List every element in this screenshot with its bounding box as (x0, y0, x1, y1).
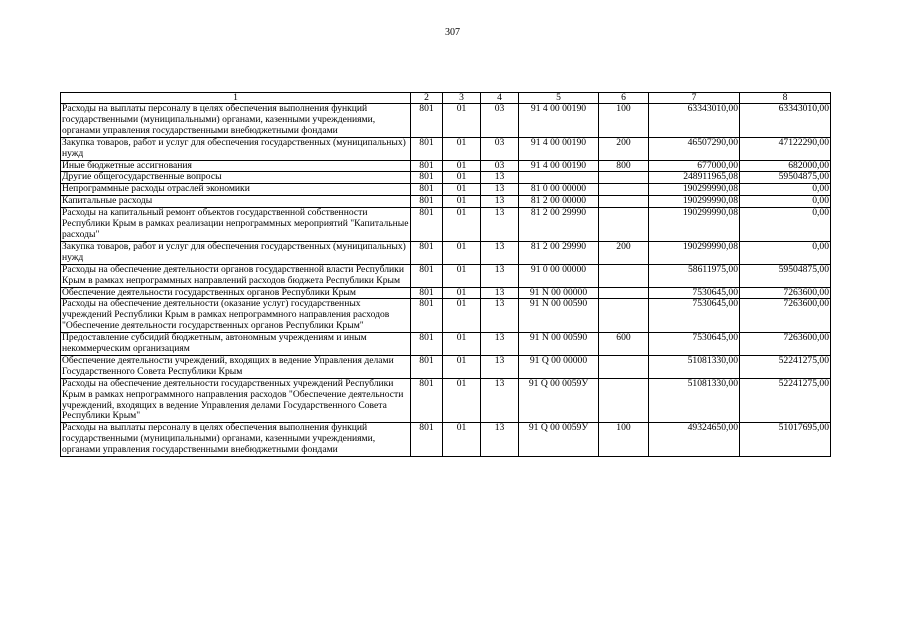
row-ministry-code: 801 (411, 160, 443, 172)
row-ministry-code: 801 (411, 104, 443, 138)
row-section-code: 01 (443, 241, 481, 264)
column-header: 3 (443, 93, 481, 104)
row-section-code: 01 (443, 104, 481, 138)
table-row (61, 172, 831, 184)
row-amount-col7: 63343010,00 (649, 104, 740, 138)
row-subsection-code: 13 (481, 423, 519, 457)
row-description: Предоставление субсидий бюджетным, автономным учреждениям и иным некоммерческим организациям (61, 333, 411, 356)
row-description: Обеспечение деятельности учреждений, входящих в ведение Управления делами Государственного Совета Республики Крым (61, 355, 411, 378)
column-header: 8 (740, 93, 831, 104)
table-row (61, 378, 831, 423)
row-description: Другие общегосударственные вопросы (61, 172, 411, 184)
row-amount-col8: 63343010,00 (740, 104, 831, 138)
row-section-code: 01 (443, 196, 481, 208)
row-target-article: 81 2 00 29990 (519, 208, 599, 242)
row-description: Расходы на выплаты персоналу в целях обеспечения выполнения функций государственными (муниципальными) органами, казенными учреждениями, органами управления государственными внебюджетными фондами (61, 423, 411, 457)
row-target-article: 91 0 00 00000 (519, 264, 599, 287)
row-amount-col8: 7263600,00 (740, 287, 831, 299)
row-subsection-code: 03 (481, 160, 519, 172)
row-target-article: 91 4 00 00190 (519, 104, 599, 138)
row-ministry-code: 801 (411, 137, 443, 160)
row-section-code: 01 (443, 137, 481, 160)
table-row (61, 196, 831, 208)
row-target-article: 91 4 00 00190 (519, 160, 599, 172)
row-target-article: 91 Q 00 0059У (519, 423, 599, 457)
row-amount-col7: 190299990,08 (649, 208, 740, 242)
row-amount-col7: 248911965,08 (649, 172, 740, 184)
row-description: Обеспечение деятельности государственных органов Республики Крым (61, 287, 411, 299)
row-section-code: 01 (443, 333, 481, 356)
row-target-article: 91 N 00 00000 (519, 287, 599, 299)
row-amount-col8: 0,00 (740, 208, 831, 242)
row-amount-col8: 682000,00 (740, 160, 831, 172)
row-ministry-code: 801 (411, 196, 443, 208)
row-amount-col8: 7263600,00 (740, 333, 831, 356)
row-amount-col8: 0,00 (740, 241, 831, 264)
row-target-article: 81 0 00 00000 (519, 184, 599, 196)
row-section-code: 01 (443, 208, 481, 242)
row-expense-type (599, 264, 649, 287)
row-expense-type (599, 208, 649, 242)
row-amount-col7: 58611975,00 (649, 264, 740, 287)
row-subsection-code: 13 (481, 378, 519, 423)
row-amount-col8: 51017695,00 (740, 423, 831, 457)
row-expense-type (599, 378, 649, 423)
row-amount-col7: 7530645,00 (649, 333, 740, 356)
row-ministry-code: 801 (411, 378, 443, 423)
column-header: 5 (519, 93, 599, 104)
row-amount-col7: 7530645,00 (649, 287, 740, 299)
row-description: Расходы на обеспечение деятельности (оказание услуг) государственных учреждений Республики Крым в рамках непрограммного направления расходов "Обеспечение деятельности государственных органов Республики Крым" (61, 299, 411, 333)
row-description: Расходы на выплаты персоналу в целях обеспечения выполнения функций государственными (муниципальными) органами, казенными учреждениями, органами управления государственными внебюджетными фондами (61, 104, 411, 138)
row-expense-type (599, 184, 649, 196)
row-amount-col8: 52241275,00 (740, 378, 831, 423)
row-section-code: 01 (443, 423, 481, 457)
row-amount-col7: 190299990,08 (649, 241, 740, 264)
row-amount-col8: 0,00 (740, 196, 831, 208)
row-subsection-code: 13 (481, 355, 519, 378)
row-target-article: 81 2 00 29990 (519, 241, 599, 264)
table-row (61, 184, 831, 196)
row-subsection-code: 03 (481, 137, 519, 160)
row-expense-type (599, 287, 649, 299)
row-target-article (519, 172, 599, 184)
table-row (61, 299, 831, 333)
table-row (61, 333, 831, 356)
table-row (61, 241, 831, 264)
row-amount-col8: 0,00 (740, 184, 831, 196)
table-row (61, 287, 831, 299)
row-ministry-code: 801 (411, 184, 443, 196)
row-ministry-code: 801 (411, 423, 443, 457)
row-subsection-code: 13 (481, 184, 519, 196)
table-row (61, 160, 831, 172)
row-target-article: 91 N 00 00590 (519, 333, 599, 356)
row-expense-type: 100 (599, 104, 649, 138)
row-description: Закупка товаров, работ и услуг для обеспечения государственных (муниципальных) нужд (61, 241, 411, 264)
row-ministry-code: 801 (411, 355, 443, 378)
row-description: Расходы на обеспечение деятельности органов государственной власти Республики Крым в рамках непрограммных направлений расходов бюджета Республики Крым (61, 264, 411, 287)
column-header: 2 (411, 93, 443, 104)
row-amount-col8: 7263600,00 (740, 299, 831, 333)
row-amount-col8: 59504875,00 (740, 264, 831, 287)
row-description: Расходы на обеспечение деятельности государственных учреждений Республики Крым в рамках непрограммного направления расходов "Обеспечение деятельности учреждений, входящих в ведение Управления делами Государственного Совета Республики Крым" (61, 378, 411, 423)
column-header: 7 (649, 93, 740, 104)
row-subsection-code: 13 (481, 299, 519, 333)
table-row (61, 423, 831, 457)
column-header: 1 (61, 93, 411, 104)
row-section-code: 01 (443, 355, 481, 378)
row-amount-col8: 52241275,00 (740, 355, 831, 378)
column-header: 4 (481, 93, 519, 104)
row-section-code: 01 (443, 299, 481, 333)
row-ministry-code: 801 (411, 299, 443, 333)
row-expense-type: 100 (599, 423, 649, 457)
row-amount-col7: 677000,00 (649, 160, 740, 172)
row-amount-col8: 47122290,00 (740, 137, 831, 160)
row-subsection-code: 03 (481, 104, 519, 138)
row-amount-col7: 51081330,00 (649, 378, 740, 423)
row-section-code: 01 (443, 287, 481, 299)
table-row (61, 208, 831, 242)
row-section-code: 01 (443, 160, 481, 172)
row-subsection-code: 13 (481, 241, 519, 264)
row-section-code: 01 (443, 378, 481, 423)
row-expense-type: 200 (599, 137, 649, 160)
row-expense-type (599, 172, 649, 184)
table-row (61, 355, 831, 378)
row-amount-col7: 190299990,08 (649, 196, 740, 208)
row-description: Иные бюджетные ассигнования (61, 160, 411, 172)
row-target-article: 91 Q 00 0059У (519, 378, 599, 423)
page-number: 307 (445, 27, 460, 38)
row-ministry-code: 801 (411, 172, 443, 184)
row-target-article: 91 Q 00 00000 (519, 355, 599, 378)
row-subsection-code: 13 (481, 333, 519, 356)
row-expense-type (599, 196, 649, 208)
row-subsection-code: 13 (481, 264, 519, 287)
row-target-article: 81 2 00 00000 (519, 196, 599, 208)
row-ministry-code: 801 (411, 241, 443, 264)
row-section-code: 01 (443, 184, 481, 196)
row-amount-col7: 190299990,08 (649, 184, 740, 196)
row-expense-type (599, 355, 649, 378)
table-row (61, 104, 831, 138)
row-section-code: 01 (443, 264, 481, 287)
row-expense-type: 200 (599, 241, 649, 264)
row-expense-type: 600 (599, 333, 649, 356)
row-ministry-code: 801 (411, 264, 443, 287)
row-subsection-code: 13 (481, 196, 519, 208)
row-ministry-code: 801 (411, 333, 443, 356)
row-expense-type: 800 (599, 160, 649, 172)
row-description: Закупка товаров, работ и услуг для обеспечения государственных (муниципальных) нужд (61, 137, 411, 160)
row-subsection-code: 13 (481, 208, 519, 242)
row-description: Расходы на капитальный ремонт объектов государственной собственности Республики Крым в рамках реализации непрограммных мероприятий "Капитальные расходы" (61, 208, 411, 242)
table-header-row (61, 93, 831, 104)
row-description: Непрограммные расходы отраслей экономики (61, 184, 411, 196)
row-subsection-code: 13 (481, 287, 519, 299)
budget-table (60, 92, 831, 457)
row-amount-col7: 49324650,00 (649, 423, 740, 457)
table-row (61, 264, 831, 287)
row-description: Капитальные расходы (61, 196, 411, 208)
row-ministry-code: 801 (411, 208, 443, 242)
row-amount-col7: 51081330,00 (649, 355, 740, 378)
row-expense-type (599, 299, 649, 333)
row-amount-col8: 59504875,00 (740, 172, 831, 184)
row-section-code: 01 (443, 172, 481, 184)
row-target-article: 91 N 00 00590 (519, 299, 599, 333)
row-ministry-code: 801 (411, 287, 443, 299)
row-amount-col7: 46507290,00 (649, 137, 740, 160)
table-row (61, 137, 831, 160)
row-target-article: 91 4 00 00190 (519, 137, 599, 160)
row-subsection-code: 13 (481, 172, 519, 184)
column-header: 6 (599, 93, 649, 104)
row-amount-col7: 7530645,00 (649, 299, 740, 333)
